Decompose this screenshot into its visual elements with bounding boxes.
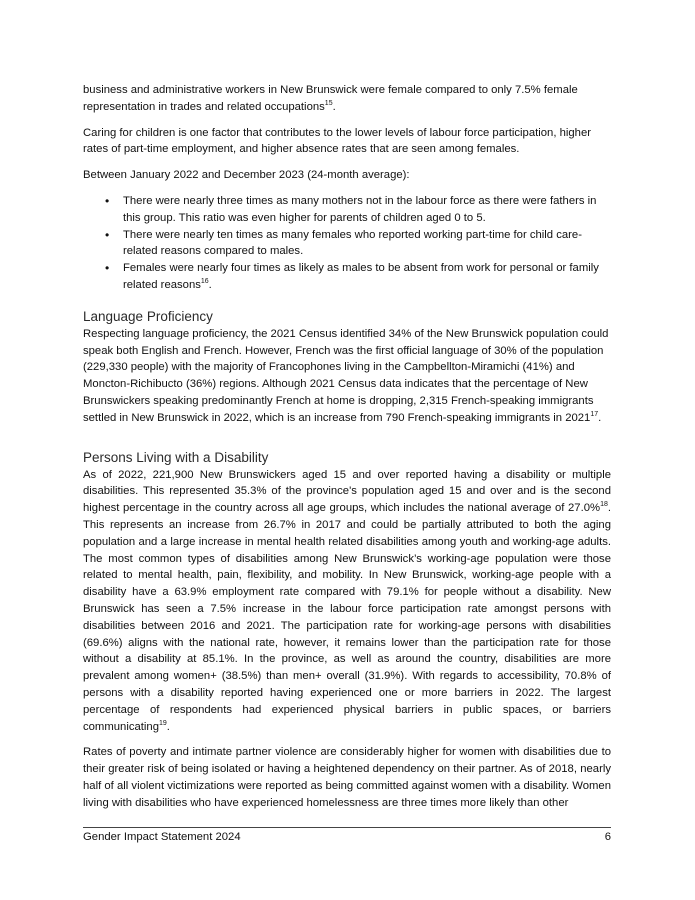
footnote-ref-17[interactable]: 17 xyxy=(590,410,599,418)
language-tail: . xyxy=(598,411,602,424)
page-footer xyxy=(83,827,611,843)
stats-bullet-list xyxy=(83,193,611,294)
period-paragraph: Between January 2022 and December 2023 (24-month average): xyxy=(83,169,410,182)
heading-persons-with-disability: Persons Living with a Disability xyxy=(83,449,269,465)
footnote-ref-16[interactable]: 16 xyxy=(200,278,209,286)
heading-language-proficiency: Language Proficiency xyxy=(83,308,213,324)
footnote-ref-19[interactable]: 19 xyxy=(158,719,167,727)
children-paragraph: Caring for children is one factor that contributes to the lower levels of labour force participation, higher rates of part-time employment, and higher absence rates that are seen among females. xyxy=(83,126,592,156)
language-text: Respecting language proficiency, the 2021 Census identified 34% of the New Brunswick population could speak both English and French. However, French was the first official language of 30% of the population (229,330 people) with the majority of Francophones living in the Campbellton-Miramichi (41%) and Moncton-Richibucto (36%) regions. Although 2021 Census data indicates that the percentage of New Brunswickers speaking predominantly French at home is dropping, 2,315 French-speaking immigrants settled in New Brunswick in 2022, which is an increase from 790 French-speaking immigrants in 2021 xyxy=(83,327,609,424)
bullet-item xyxy=(83,227,611,261)
disability-paragraph-1 xyxy=(83,467,611,736)
bullet-text: There were nearly three times as many mothers not in the labour force as there were fathers in this group. This ratio was even higher for parents of children aged 0 to 5. xyxy=(123,194,597,224)
footer-page-number: 6 xyxy=(604,831,611,843)
bullet-tail: . xyxy=(208,278,212,291)
disability-text-a: As of 2022, 221,900 New Brunswickers aged 15 and over reported having a disability or multiple disabilities. This represented 35.3% of the province's population aged 15 and over and is the second highest percentage in the country across all age groups, which includes the national average of 27.0% xyxy=(83,468,611,515)
disability-text-c: . xyxy=(166,720,170,733)
bullet-item xyxy=(83,193,611,227)
page-body xyxy=(83,82,611,820)
intro-paragraph xyxy=(83,82,611,116)
bullet-text: There were nearly ten times as many females who reported working part-time for child care-related reasons compared to males. xyxy=(123,228,582,258)
bullet-text: Females were nearly four times as likely as males to be absent from work for personal or family related reasons xyxy=(123,262,599,291)
intro-tail: . xyxy=(332,100,336,113)
disability-text-b: . This represents an increase from 26.7% in 2017 and could be partially attributed to both the aging population and a large increase in mental health related disabilities among youth and working-age adults. The most common types of disabilities among New Brunswick’s working-age population were those related to mental health, pain, flexibility, and mobility. In New Brunswick, working-age people with a disability have a 63.9% employment rate compared with 79.1% for people without a disability. New Brunswick has seen a 7.5% increase in the labour force participation rate amongst persons with disabilities between 2016 and 2021. The participation rate for working-age persons with disabilities (69.6%) aligns with the national rate, however, it remains lower than the participation rate for those without a disability at 85.1%. In the province, as well as around the country, disabilities are more prevalent among women+ (38.5%) than men+ overall (31.9%). With regards to accessibility, 70.8% of persons with a disability reported having experienced one or more barriers in 2022. The largest percentage of respondents had experienced physical barriers in public spaces, or barriers communicating xyxy=(83,502,611,733)
footnote-ref-15[interactable]: 15 xyxy=(324,100,333,108)
intro-text: business and administrative workers in New Brunswick were female compared to only 7.5% female representation in trades and related occupations xyxy=(83,84,578,113)
language-paragraph xyxy=(83,326,611,427)
footer-document-title: Gender Impact Statement 2024 xyxy=(83,831,241,843)
bullet-item xyxy=(83,260,611,294)
disability-paragraph-2: Rates of poverty and intimate partner violence are considerably higher for women with disabilities due to their greater risk of being isolated or having a heightened dependency on their partner. As of 2018, nearly half of all violent victimizations were reported as being committed against women with a disability. Women living with disabilities who have experienced homelessness are three times more likely than other xyxy=(83,746,611,809)
footnote-ref-18[interactable]: 18 xyxy=(600,501,608,509)
